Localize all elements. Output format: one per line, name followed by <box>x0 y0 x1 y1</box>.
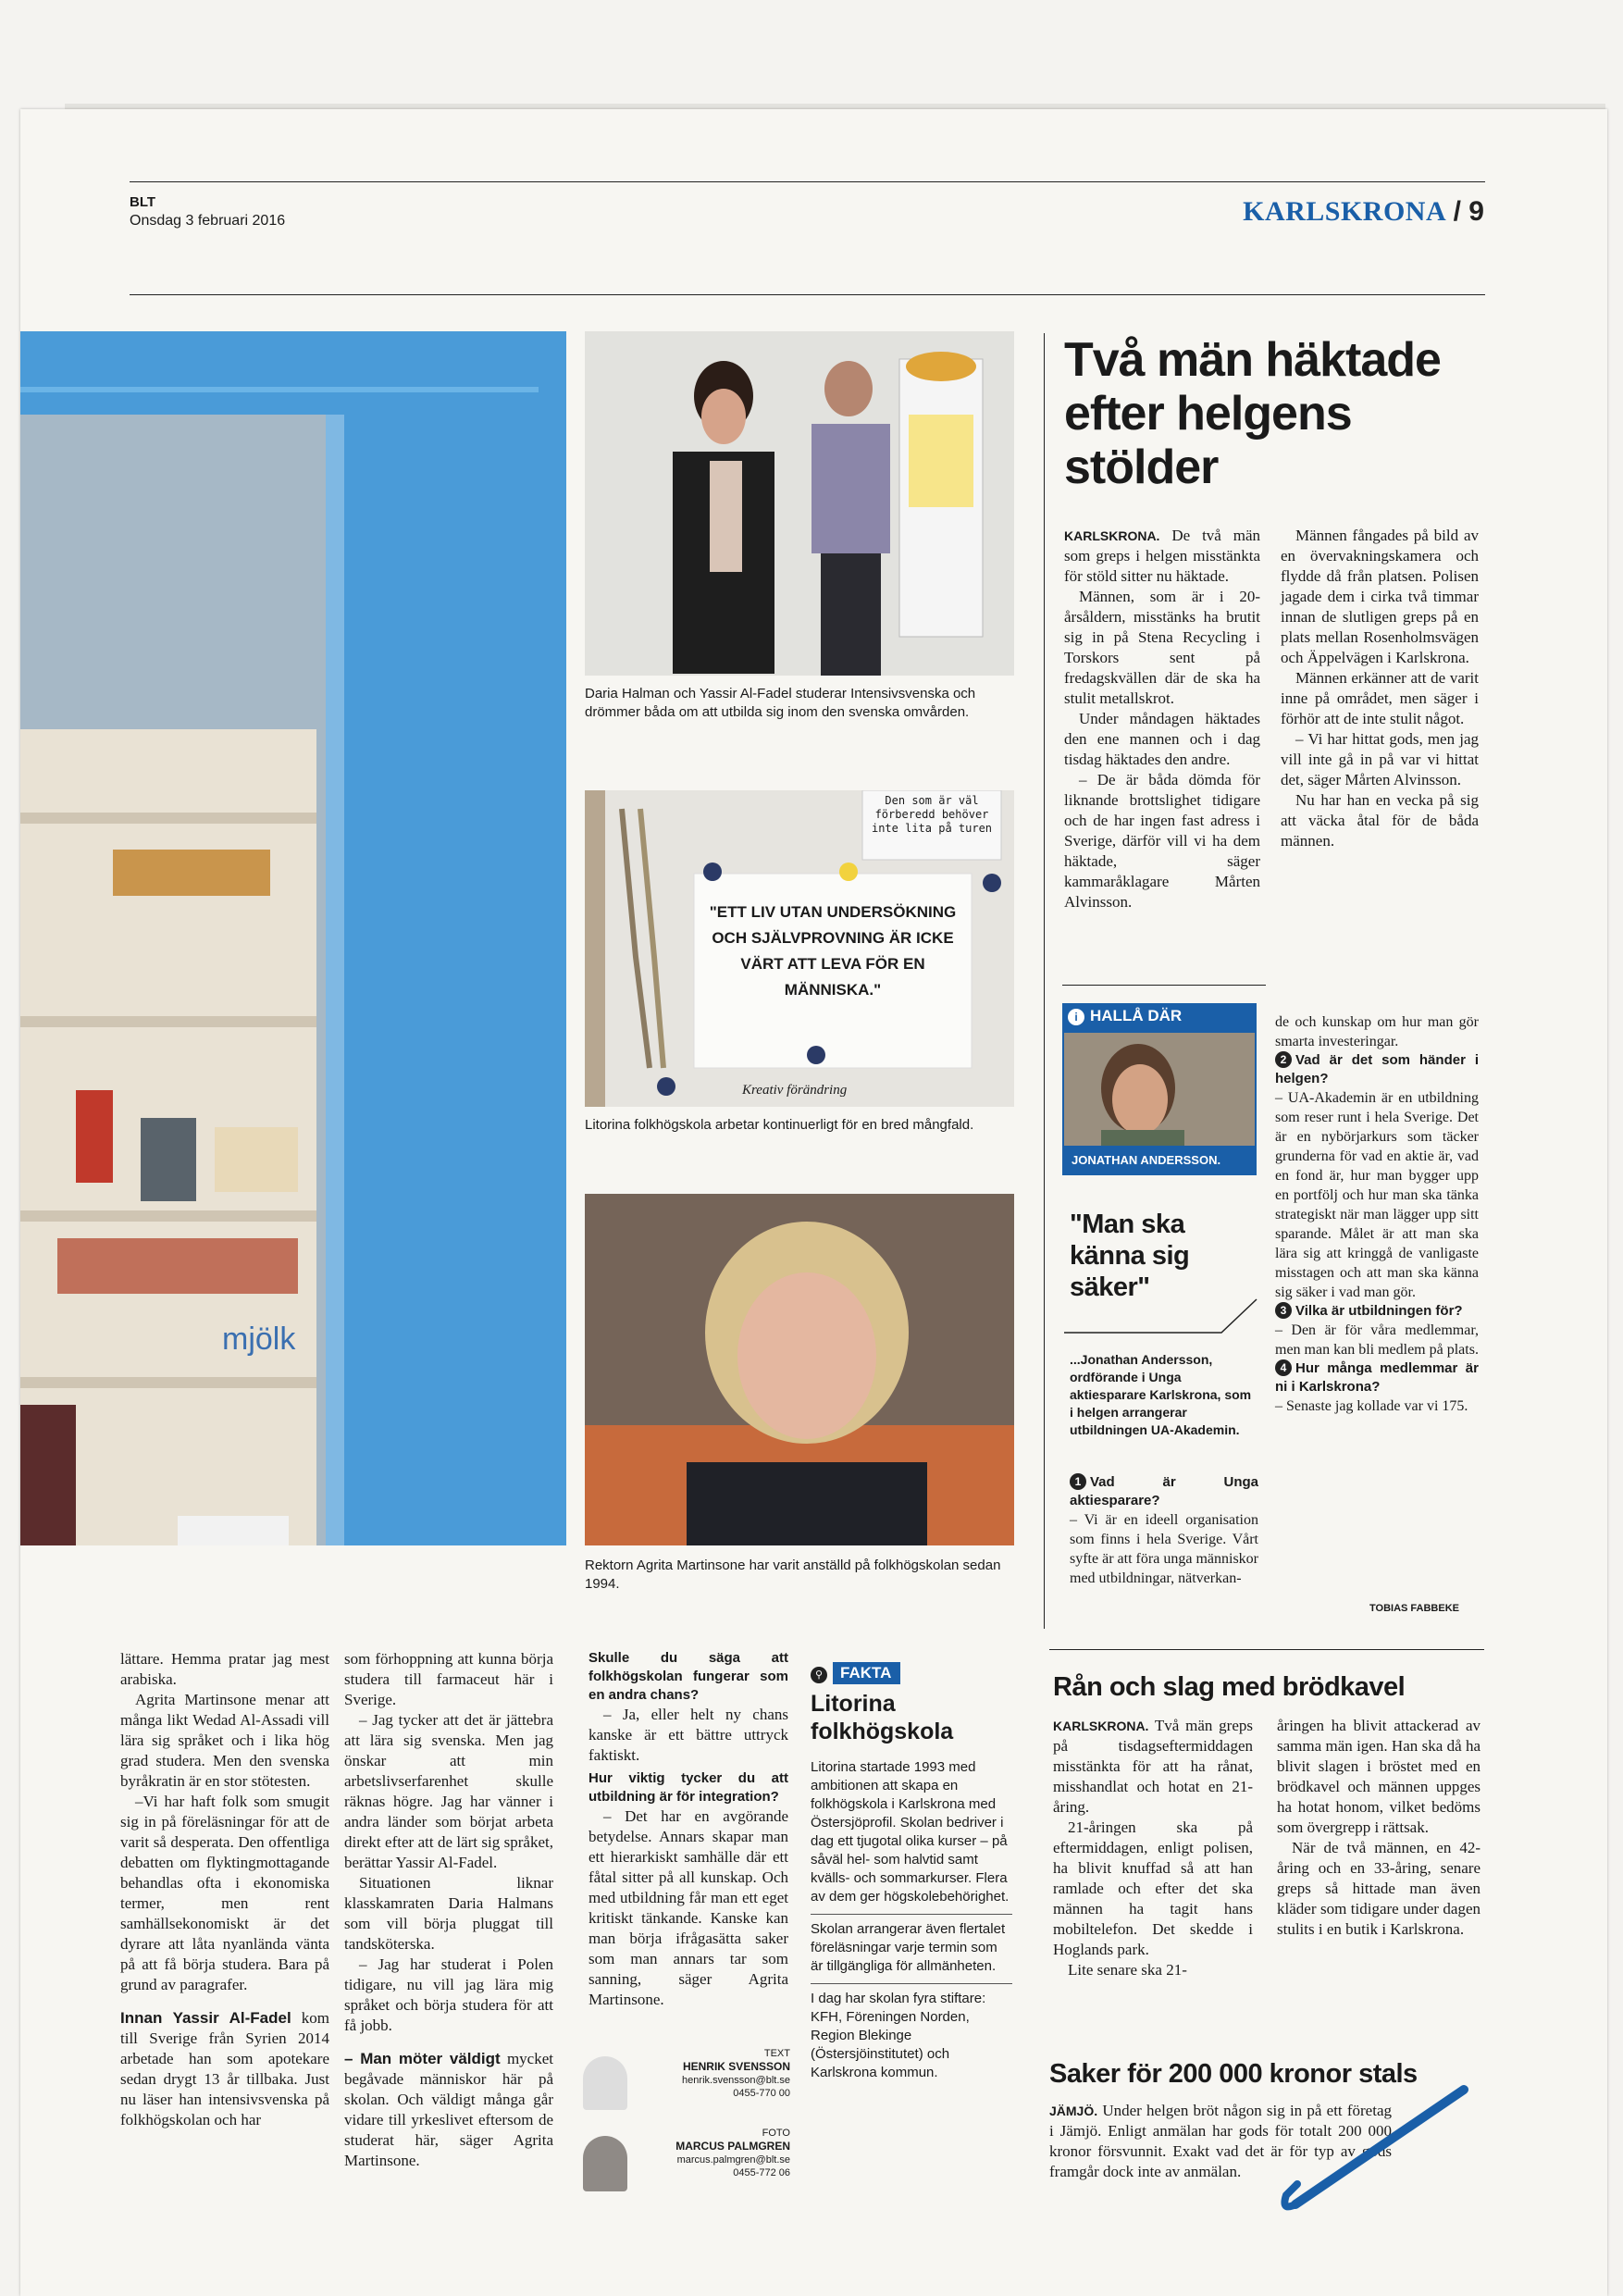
principal-photo <box>585 1194 1014 1545</box>
fakta-title: Litorina folkhögskola <box>811 1691 954 1744</box>
brand-name: BLT <box>130 194 156 210</box>
arrest-headline: Två män häktade efter helgens stölder <box>1064 333 1441 494</box>
text-credit <box>633 2047 790 2100</box>
halla-q3 <box>1275 1302 1479 1321</box>
theft-body-text: Under helgen bröt någon sig in på ett företag i Jämjö. Enligt anmälan har gods för totalt 200 000 kronor försvunnit. Exakt vad det är för typ av gods framgår dock inte av anmälan. <box>1049 2102 1392 2180</box>
main-col1-p4-text: kom till Sverige från Syrien 2014 arbetade han som apotekare sedan drygt 13 år tillbaka. Just nu läser han intensivsvenska på folkhögskolan och har <box>120 2009 329 2128</box>
main-q1: Skulle du säga att folkhögskolan fungerar som en andra chans? <box>588 1650 788 1703</box>
info-icon: i <box>1068 1009 1084 1025</box>
photo-credit-name: MARCUS PALMGREN <box>675 2140 790 2153</box>
photo-credit-label: FOTO <box>762 2128 790 2139</box>
text-credit-phone: 0455-770 00 <box>733 2088 790 2099</box>
text-credit-name: HENRIK SVENSSON <box>682 2060 790 2073</box>
robbery-col2 <box>1277 1716 1481 1940</box>
halla-tag: HALLÅ DÄR <box>1090 1007 1183 1024</box>
robbery-p3: Lite senare ska 21- <box>1068 1961 1187 1979</box>
halla-intro: ...Jonathan Andersson, ordförande i Unga aktiesparare Karlskrona, som i helgen arrangerar utbildningen UA-Akademin. <box>1070 1352 1252 1437</box>
main-col2-p5 <box>344 2049 553 2171</box>
halla-q4-text: Hur många medlemmar är ni i Karlskrona? <box>1275 1360 1479 1395</box>
milk-carton-label: mjölk <box>222 1322 296 1357</box>
robbery-dateline: KARLSKRONA. <box>1053 1719 1149 1733</box>
main-col1-p1: lättare. Hemma pratar jag mest arabiska. <box>120 1650 329 1688</box>
robbery-p2: 21-åringen ska på eftermiddagen, enligt polisen, ha blivit knuffad så att han ramlade och efter det ska männen ha tagit hans mobiltelefon. Det skedde i Hoglands park. <box>1053 1818 1253 1958</box>
fakta-p3: I dag har skolan fyra stiftare: KFH, Föreningen Norden, Region Blekinge (Östersjöinstitutet) och Karlskrona kommun. <box>811 1991 986 2080</box>
main-article-col3 <box>588 1649 788 2010</box>
board-quote: "ETT LIV UTAN UNDERSÖKNING OCH SJÄLVPROVNING ÄR ICKE VÄRT ATT LEVA FÖR EN MÄNNISKA." <box>709 903 957 999</box>
photo-credit <box>633 2127 790 2179</box>
robbery-top-rule <box>1049 1649 1484 1650</box>
halla-q4 <box>1275 1359 1479 1396</box>
halla-name-label: JONATHAN ANDERSSON. <box>1072 1153 1221 1167</box>
header-bottom-rule <box>130 294 1485 295</box>
text-credit-email: henrik.svensson@blt.se <box>682 2075 790 2086</box>
arrest-p4: – De är båda dömda för liknande brottslighet tidigare och de har ingen fast adress i Sverige, därför vill vi ha dem häktade, säger kammaråklagare Mårten Alvinsson. <box>1064 771 1260 911</box>
text-credit-label: TEXT <box>763 2048 790 2059</box>
robbery-p4: åringen ha blivit attackerad av samma män igen. Han ska då ha blivit slagen i bröstet med en brödkavel och männen uppges ha hotat honom, vilket bedöms som övergrepp i rättsak. <box>1277 1717 1481 1836</box>
robbery-p1-text: Två män greps på tisdagseftermiddagen misstänkta för att ha rånat, misshandlat och hotat en 21-åring. <box>1053 1717 1253 1816</box>
arrest-col2 <box>1281 526 1479 851</box>
main-col2-p1: som förhoppning att kunna börja studera till farmaceut här i Sverige. <box>344 1650 553 1708</box>
halla-q2-text: Vad är det som händer i helgen? <box>1275 1052 1479 1086</box>
halla-col1 <box>1070 1473 1258 1588</box>
theft-dateline: JÄMJÖ. <box>1049 2104 1098 2118</box>
fakta-p2: Skolan arrangerar även flertalet föreläsningar varje termin som är tillgängliga för allmänheten. <box>811 1921 1006 1974</box>
fakta-box <box>811 1662 1012 2082</box>
arrest-dateline: KARLSKRONA. <box>1064 528 1160 543</box>
halla-col2 <box>1275 1012 1479 1416</box>
arrest-col1 <box>1064 526 1260 912</box>
main-col2-p3: Situationen liknar klasskamraten Daria Halmans som vill börja pluggat till tandsköterska. <box>344 1874 553 1953</box>
window-illustration <box>20 331 566 1545</box>
fakta-header <box>811 1662 1012 1684</box>
section-header <box>1243 196 1484 228</box>
halla-a1: – Vi är en ideell organisation som finns i hela Sverige. Vårt syfte är att föra unga människor med utbildningar, nätverkan- <box>1070 1512 1258 1586</box>
halla-q1-text: Vad är Unga aktiesparare? <box>1070 1474 1258 1508</box>
robbery-col1 <box>1053 1716 1253 1980</box>
halla-q2 <box>1275 1051 1479 1088</box>
number-badge-4: 4 <box>1275 1359 1292 1376</box>
crowbar-icon <box>1277 2082 1471 2221</box>
main-col1-p4-lead: Innan Yassir Al-Fadel <box>120 2009 291 2027</box>
robbery-p1 <box>1053 1716 1253 1818</box>
principal-photo-caption: Rektorn Agrita Martinsone har varit anställd på folkhögskolan sedan 1994. <box>585 1558 1001 1592</box>
quote-board-photo <box>585 790 1014 1107</box>
halla-top-rule <box>1062 985 1266 986</box>
main-q2: Hur viktig tycker du att utbildning är för integration? <box>588 1770 788 1805</box>
main-col2-p4: – Jag har studerat i Polen tidigare, nu vill jag lära mig språket och börja studera för att få jobb. <box>344 1955 553 2034</box>
halla-a2: – UA-Akademin är en utbildning som reser runt i hela Sverige. Det är en nybörjarkurs som täcker grunderna för vad en aktie är, vad en fond är, hur man bygger upp en portfölj och hur man ska tänka strategiskt när man lägger upp sitt sparande. Målet är att man ska lära sig att kringgå de vanligaste misstagen och att man ska känna sig säker i vad man gör. <box>1275 1090 1479 1300</box>
section-name: KARLSKRONA <box>1243 196 1447 227</box>
main-col2-p5-text: mycket begåvade människor här på skolan. Och väldigt många går vidare till yrkeslivet eftersom de studerat här, säger Agrita Martinsone. <box>344 2050 553 2169</box>
photographer-avatar <box>583 2136 627 2191</box>
arrest-p7: – Vi har hittat gods, men jag vill inte gå in på var vi hittat det, säger Mårten Alvinsson. <box>1281 730 1479 788</box>
board-handwriting: Kreativ förändring <box>742 1083 848 1098</box>
halla-photo-box <box>1062 1003 1257 1175</box>
halla-a4: – Senaste jag kollade var vi 175. <box>1275 1398 1468 1414</box>
number-badge-3: 3 <box>1275 1302 1292 1319</box>
halla-q1 <box>1070 1473 1258 1510</box>
arrest-p8: Nu har han en vecka på sig att väcka åtal för de båda männen. <box>1281 791 1479 850</box>
number-badge-1: 1 <box>1070 1473 1086 1490</box>
students-photo-caption: Daria Halman och Yassir Al-Fadel studerar Intensivsvenska och drömmer båda om att utbilda sig inom den svenska omvården. <box>585 686 976 720</box>
jonathan-photo <box>1064 1033 1255 1146</box>
arrest-p6: Männen erkänner att de varit inne på området, men säger i förhör att de inte stulit något. <box>1281 669 1479 727</box>
main-article-col2 <box>344 1649 553 2171</box>
main-col1-p3: –Vi har haft folk som smugit sig in på föreläsningar för att de varit så desperata. Den offentliga debatten om flyktingmottagande behandlas ofta i ekonomiska termer, men rent samhällsekonomiskt är det dyrare att låta nyanlända vänta på att få börja studera. Bara på grund av paragrafer. <box>120 1793 329 1993</box>
main-photo-window <box>20 331 566 1545</box>
robbery-p5: När de två männen, en 42-åring och en 33-åring, senare greps så hittade man även kläder som tidigare under dagen stulits i en butik i Karlskrona. <box>1277 1839 1481 1938</box>
main-a2: – Det har en avgörande betydelse. Annars skapar man ett hierarkiskt samhälle där ett fåtal sitter på all kunskap. Och med utbildning får man ett eget kritiskt tänkande. Kanske kan man börja ifrågasätta saker som man annars tar som sanning, säger Agrita Martinsone. <box>588 1807 788 2008</box>
halla-quote-pointer <box>1064 1296 1258 1338</box>
halla-a1-cont: de och kunskap om hur man gör smarta investeringar. <box>1275 1014 1479 1049</box>
students-photo <box>585 331 1014 676</box>
reporter-avatar <box>583 2056 627 2110</box>
credits <box>581 2047 792 2214</box>
main-col1-p4 <box>120 2008 329 2130</box>
page-number: / 9 <box>1453 196 1484 227</box>
theft-headline: Saker för 200 000 kronor stals <box>1049 2059 1418 2089</box>
arrest-p3: Under måndagen häktades den ene mannen och i dag tisdag häktades den andre. <box>1064 710 1260 768</box>
fakta-tag: FAKTA <box>833 1662 900 1684</box>
issue-date: Onsdag 3 februari 2016 <box>130 213 286 229</box>
photo-credit-phone: 0455-772 06 <box>733 2167 790 2178</box>
halla-quote: "Man ska känna sig säker" <box>1070 1210 1190 1302</box>
board-note: Den som är väl förberedd behöver inte lita på turen <box>871 794 993 835</box>
main-col2-p2: – Jag tycker att det är jättebra att lära sig svenska. Men jag önskar att min arbetslivserfarenhet skulle räknas högre. Jag har vänner i andra länder som börjat arbeta direkt efter att de lärt sig språket, berättar Yassir Al-Fadel. <box>344 1711 553 1871</box>
halla-q3-text: Vilka är utbildningen för? <box>1295 1303 1463 1319</box>
arrest-p1-text: De två män som greps i helgen misstänkta för stöld sitter nu häktade. <box>1064 527 1260 585</box>
arrest-p5: Männen fångades på bild av en övervakningskamera och flydde då från platsen. Polisen jagade dem i cirka två timmar innan de slutligen greps på en plats mellan Rosenholmsvägen och Äppelvägen i Karlskrona. <box>1281 527 1479 666</box>
fakta-divider-2 <box>811 1983 1012 1984</box>
photo-credit-email: marcus.palmgren@blt.se <box>676 2154 790 2166</box>
halla-a3: – Den är för våra medlemmar, men man kan bli medlem på plats. <box>1275 1322 1479 1358</box>
fakta-p1: Litorina startade 1993 med ambitionen att skapa en folkhögskola i Karlskrona med Östersjöprofil. Skolan bedriver i dag ett tjugotal olika kurser – på såväl hel- som halvtid samt kvälls- och sommarkurser. Flera av dem ger högskolebehörighet. <box>811 1759 1010 1905</box>
main-col2-p5-lead: – Man möter väldigt <box>344 2050 501 2067</box>
search-icon: ⚲ <box>811 1667 827 1683</box>
halla-header <box>1068 1007 1182 1025</box>
main-article-col1 <box>120 1649 329 2130</box>
robbery-headline: Rån och slag med brödkavel <box>1053 1672 1406 1702</box>
quote-board-caption: Litorina folkhögskola arbetar kontinuerligt för en bred mångfald. <box>585 1117 974 1133</box>
arrest-p1 <box>1064 526 1260 587</box>
fakta-divider-1 <box>811 1914 1012 1915</box>
halla-byline: TOBIAS FABBEKE <box>1369 1603 1459 1614</box>
arrest-p2: Männen, som är i 20-årsåldern, misstänks ha brutit sig in på Stena Recycling i Torskors sent på fredagskvällen där de ska ha stulit metallskrot. <box>1064 588 1260 707</box>
main-a1: – Ja, eller helt ny chans kanske är ett bättre uttryck faktiskt. <box>588 1706 788 1764</box>
main-col1-p2: Agrita Martinsone menar att många likt Wedad Al-Assadi vill lära sig språket och i lika hög grad studera. Men den svenska byråkratin är en stor stötesten. <box>120 1691 329 1790</box>
header-top-rule <box>130 181 1485 182</box>
number-badge-2: 2 <box>1275 1051 1292 1068</box>
right-column-rule <box>1044 333 1045 1629</box>
